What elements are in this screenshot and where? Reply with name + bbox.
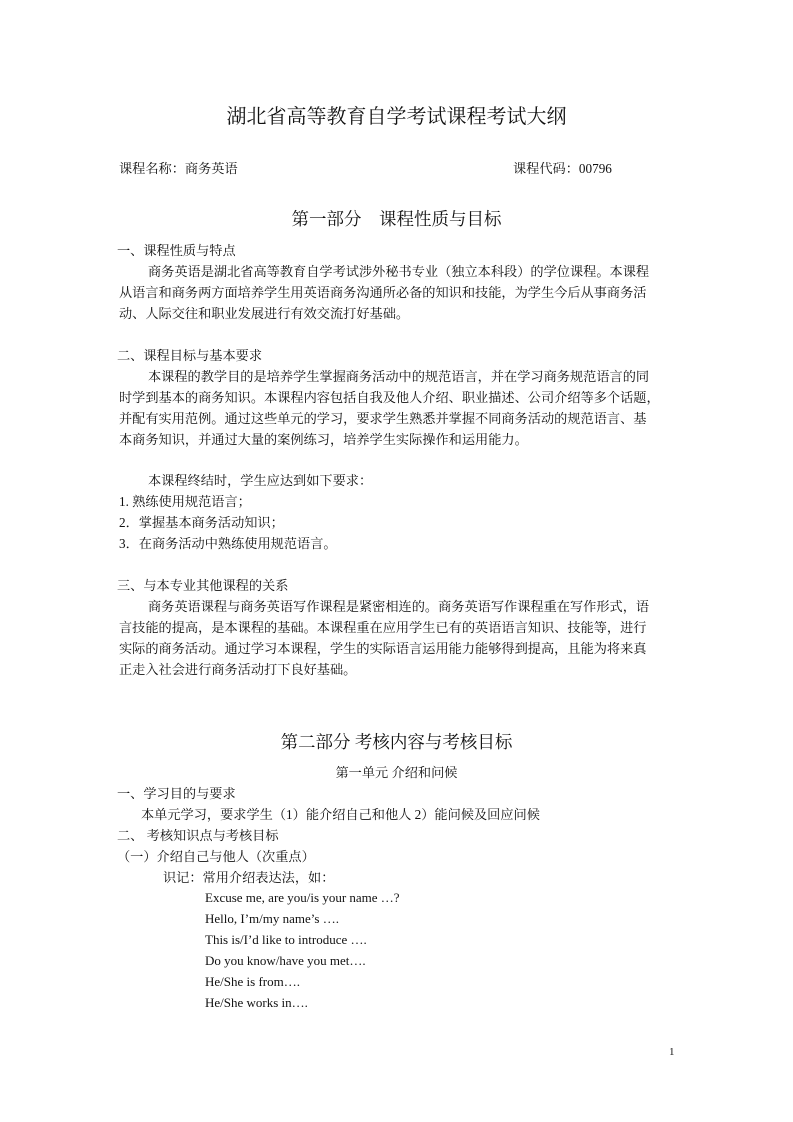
example-line: He/She is from…. [205, 974, 300, 989]
page-number: 1 [669, 1046, 675, 1058]
paragraph-line: 实际的商务活动。通过学习本课程，学生的实际语言运用能力能够得到提高，且能为将来真 [119, 641, 647, 656]
objectives-text: 本单元学习，要求学生（1）能介绍自己和他人 2）能问候及回应问候 [141, 807, 540, 822]
paragraph-line: 动、人际交往和职业发展进行有效交流打好基础。 [119, 306, 410, 321]
objectives-heading: 一、学习目的与要求 [117, 786, 236, 801]
paragraph-line: 时学到基本的商务知识。本课程内容包括自我及他人介绍、职业描述、公司介绍等多个话题， [119, 390, 660, 405]
paragraph-line: 言技能的提高，是本课程的基础。本课程重在应用学生已有的英语语言知识、技能等，进行 [119, 620, 647, 635]
paragraph-line: 正走入社会进行商务活动打下良好基础。 [119, 662, 357, 677]
document-title: 湖北省高等教育自学考试课程考试大纲 [226, 106, 567, 128]
list-item: 2．掌握基本商务活动知识； [119, 515, 284, 530]
paragraph-line: 本课程的教学目的是培养学生掌握商务活动中的规范语言，并在学习商务规范语言的同 [148, 369, 650, 384]
requirements-intro: 本课程终结时，学生应达到如下要求： [148, 473, 373, 488]
example-line: Hello, I’m/my name’s …. [205, 911, 339, 926]
list-item: 1. 熟练使用规范语言； [119, 494, 251, 509]
assessment-heading: 二、 考核知识点与考核目标 [117, 828, 279, 843]
part2-heading: 第二部分 考核内容与考核目标 [280, 732, 513, 752]
example-line: This is/I’d like to introduce …. [205, 932, 367, 947]
section1-heading: 一、课程性质与特点 [117, 243, 236, 258]
paragraph-line: 从语言和商务两方面培养学生用英语商务沟通所必备的知识和技能，为学生今后从事商务活 [119, 285, 647, 300]
part1-heading: 第一部分 课程性质与目标 [291, 209, 502, 229]
paragraph-line: 并配有实用范例。通过这些单元的学习，要求学生熟悉并掌握不同商务活动的规范语言、基 [119, 411, 647, 426]
subsection-heading: （一）介绍自己与他人（次重点） [117, 849, 315, 864]
paragraph-line: 本商务知识，并通过大量的案例练习，培养学生实际操作和运用能力。 [119, 432, 528, 447]
paragraph-line: 商务英语是湖北省高等教育自学考试涉外秘书专业（独立本科段）的学位课程。本课程 [148, 264, 650, 279]
paragraph-line: 商务英语课程与商务英语写作课程是紧密相连的。商务英语写作课程重在写作形式，语 [148, 599, 650, 614]
course-name: 课程名称：商务英语 [119, 161, 238, 176]
example-line: Do you know/have you met…. [205, 953, 366, 968]
unit-heading: 第一单元 介绍和问候 [335, 765, 458, 780]
section3-heading: 三、与本专业其他课程的关系 [117, 578, 289, 593]
list-item: 3．在商务活动中熟练使用规范语言。 [119, 536, 337, 551]
course-code: 课程代码：00796 [513, 161, 612, 176]
example-line: Excuse me, are you/is your name …? [205, 890, 400, 905]
recall-label: 识记：常用介绍表达法，如： [163, 870, 335, 885]
example-line: He/She works in…. [205, 995, 308, 1010]
section2-heading: 二、课程目标与基本要求 [117, 348, 263, 363]
